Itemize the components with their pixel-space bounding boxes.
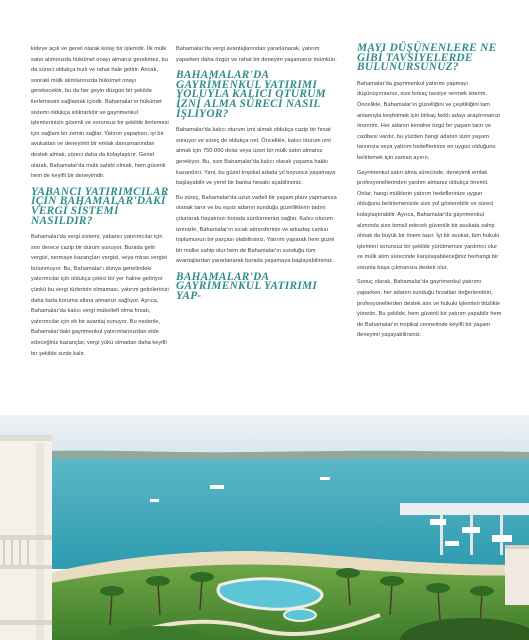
text-column-middle: [176, 44, 340, 308]
section-heading-advice: BAHAMALAR'DA GAYRİMENKUL YATIRIMI YAP-: [176, 270, 318, 303]
resort-illustration: [0, 415, 529, 640]
section-heading-advice-continued: MAYI DÜŞÜNENLERE NE GİBİ TAVSİYELERDE BULUNURSUNUZ?: [357, 42, 497, 74]
body-paragraph: Bahamalar'da vergi sistemi, yabancı yatırımcılar için son derece cazip bir durum sunuyor. Burada gelir vergisi, sermaye kazançları vergisi, veya miras vergisi bulunmuyor. Bu, Bahamalar'ı dünya genelindeki yatırımcılar için oldukça çekici bir yer haline getiriyor çünkü bu vergi türlerinin olmaması, yatırım getirilerinizi daha fazla koruma altına almanızı sağlıyor. Ayrıca, Bahamalar'da kalıcı vergi mükellefi olma fırsatı, yatırımcılar için ek bir avantaj sunuyor. Bu nedenle, Bahamalar'daki gayrimenkul yatırımlarınızdan elde edeceğiniz kazançlar, vergi yükü olmadan daha keyifli bir şekilde sizde kalır.: [31, 234, 169, 357]
body-paragraph: kideye açık ve genel olarak kolay bir işlemdir. İlk mülk satın alımınızda hükümet onayı almanız gerekmez, bu da süreci oldukça hızlı ve rahat hale getirir. Ancak, sonraki mülk alımlarınızda hükümet onayı gerekecektir, bu da her geyin düzgün bir şekilde ilerlemesini sağlamak içindir. Bahamalar'ın hükümet sistemi oldukça istikrarlıdır ve gayrimenkul işlemlerinizin güvenli ve sorunsuz bir şekilde ilerlemesi için sağlam bir zemin sağlar. Yatırım yaparken, iyi bir avukattan ve deneyimli bir emlak danışmanından destek almak, süreci daha da kolaylaştırır. Genel olarak, Bahamalar'da mülk sahibi olmak, hem güvenli hem de keyifli bir deneyimdir.: [31, 46, 169, 180]
body-paragraph: Bu süreç, Bahamalar'da uzun vadeli bir yaşam planı yapmanıza olanak tanır ve bu eşsiz adanın sunduğu güzelliklerin tadını çıkararak hayatınızı burada sürdürmenizi sağlar. Kalıcı oturum izninizle, Bahamalar'ın sıcak atmosferinin ve arkadaş canlısı toplumunun bir parçası olabilirsiniz. Yatırım yaparak hem güzel bir mülke sahip olur hem de Bahamalar'ın sunduğu tüm avantajlardan yararlanarak burada yaşamaya başlayabilirsiniz.: [176, 194, 337, 265]
text-column-left: [31, 44, 169, 359]
text-column-right: [357, 44, 503, 341]
body-paragraph: Gayrimenkul satın alma sürecinde, deneyimli emlak profesyonellerinden yardım almanız oldukça önemli. Onlar, hangi mülklerin yatırım hedeflerinize uygun olduğunu belirlemenizde size yol gösterebilir ve süreci kolaylaştırabilir. Ayrıca, Bahamalar'da gayrimenkul alımında size temsil edecek güvenilir bir avukata sahip olmak da büyük bir önem taşır. İyi bir avukat, tüm hukuki işlemleri sorunsuz bir şekilde yürütmenize yardımcı olur ve mülk alım sürecinde karşılaşabileceğiniz herhangi bir sorunla başa çıkmanıza destek olur.: [357, 169, 500, 271]
section-heading-residency: BAHAMALAR'DA GAYRİMENKUL YATIRIMI YOLUYLA KALICI OTURUM İZNİ ALMA SÜRECİ NASIL İŞLİYOR?: [176, 69, 327, 120]
resort-aerial-photo: [0, 415, 529, 640]
body-paragraph: Sonuç olarak, Bahamalar'da gayrimenkul yatırımı yaparken, her adanın sunduğu fırsatları değerlendirin, profesyonellerden destek alın ve hukuki işlemleri titizlikle yönetin. Bu şekilde, hem güvenli bir yatırım yapabilir hem de Bahamalar'ın tropikal cennetinde keyifli bir yaşam deneyimi yaşayabilirsiniz.: [357, 279, 502, 339]
body-paragraph: Bahamalar'da vergi avantajlarından yararlanarak, yatırım yaparken daha özgür ve rahat bir deneyim yaşamanız mümkün.: [176, 46, 337, 63]
body-paragraph: Bahamalar'da gayrimenkul yatırımı yapmayı düşünüyorsanız, size birkaç tavsiye vermek isterim. Öncelikle, Bahamalar'ın güzelliğini ve çeşitliliğini tam anlamıyla keşfetmek için birkaç farklı adayı araştırmanızı öneririm. Her adanın kendine özgü bir yaşam tarzı ve cazibesi vardır, bu yüzden hangi adanın sizin yaşam tarzınıza veya yatırım hedeflerinize en uygun olduğunu belirlemek için zaman ayırın.: [357, 80, 501, 161]
section-heading-tax: YABANCI YATIRIMCILAR İÇİN BAHAMALAR'DAKİ VERGİ SİSTEMİ NASILDIR?: [31, 185, 169, 227]
body-paragraph: Bahamalar'da kalıcı oturum izni almak oldukça cazip bir fırsat sunuyor ve süreç de oldukça net. Öncelikle, kalıcı oturum izni almak için 750.000 dolar veya üzeri bir mülk satın almanız gerekiyor. Bu, size Bahamalar'da kalıcı olarak yaşama hakkı kazandırır. Yani, bu güzel tropikal adada yıl boyunca yaşamaya başlayabilir ve yerel bir banka hesabı açabilirsiniz.: [176, 127, 336, 187]
